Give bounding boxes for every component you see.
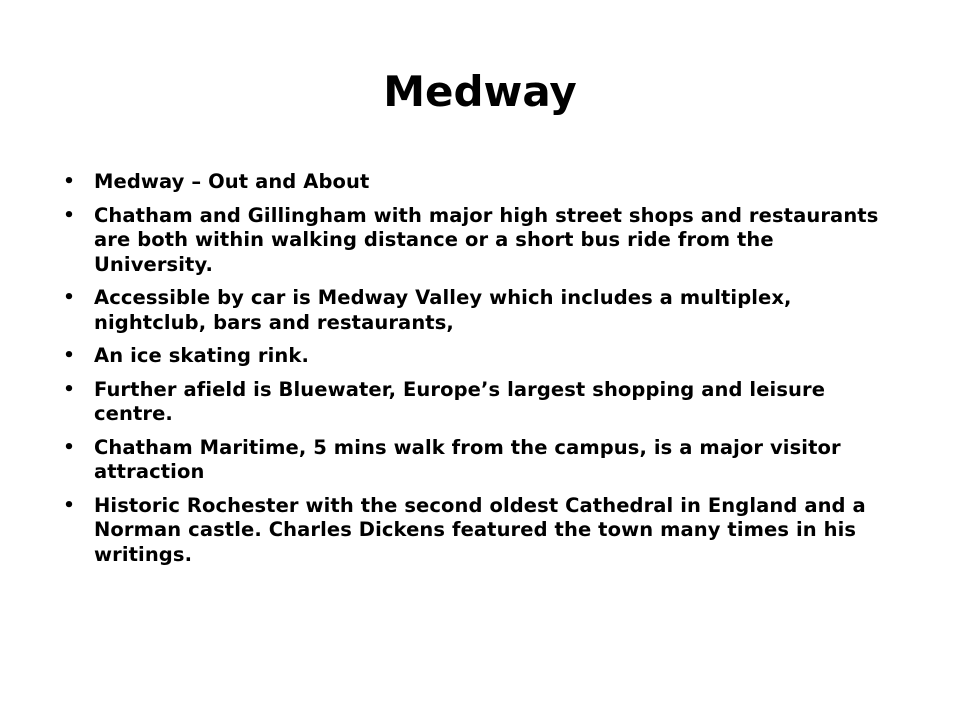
slide-title: Medway xyxy=(383,67,577,116)
bullet-icon: • xyxy=(63,378,75,400)
bullet-text: Further afield is Bluewater, Europe’s largest shopping and leisure centre. xyxy=(94,377,826,425)
bullet-text: An ice skating rink. xyxy=(94,344,309,367)
bullet-text: Historic Rochester with the second oldest Cathedral in England and a Norman castle. Charles Dickens featured the town many times in his writings. xyxy=(94,493,866,566)
bullet-icon: • xyxy=(63,204,75,226)
bullet-item-chatham-gillingham xyxy=(62,204,882,278)
bullet-item-out-and-about xyxy=(62,170,882,195)
bullet-item-ice-rink xyxy=(62,344,882,369)
bullet-text: Chatham and Gillingham with major high street shops and restaurants are both within walking distance or a short bus ride from the University. xyxy=(94,203,879,276)
bullet-icon: • xyxy=(63,494,75,516)
bullet-item-medway-valley xyxy=(62,286,882,335)
bullet-text: Medway – Out and About xyxy=(94,170,370,193)
bullet-item-bluewater xyxy=(62,378,882,427)
bullet-text: Chatham Maritime, 5 mins walk from the campus, is a major visitor attraction xyxy=(94,435,841,483)
bullet-icon: • xyxy=(63,287,75,308)
bullet-icon: • xyxy=(63,345,75,366)
bullet-item-rochester xyxy=(62,494,882,568)
bullet-icon: • xyxy=(63,171,75,192)
bullet-text: Accessible by car is Medway Valley which includes a multiplex, nightclub, bars and restaurants, xyxy=(94,286,792,334)
bullet-item-chatham-maritime xyxy=(62,436,882,485)
bullet-list xyxy=(62,170,882,576)
bullet-icon: • xyxy=(63,436,75,458)
